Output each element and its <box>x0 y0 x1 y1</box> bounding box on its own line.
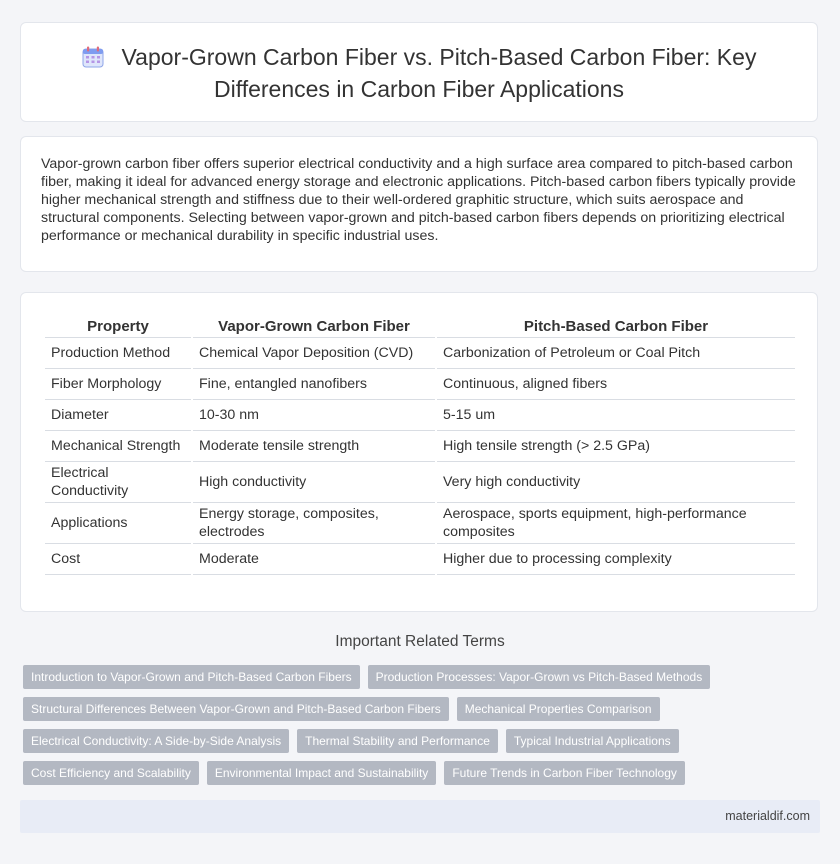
header-card <box>20 22 818 122</box>
related-term-tag[interactable]: Mechanical Properties Comparison <box>457 697 660 721</box>
page-title-wrap <box>21 43 817 104</box>
table-row <box>45 462 795 503</box>
table-cell: Carbonization of Petroleum or Coal Pitch <box>437 338 795 369</box>
tag-row <box>23 697 823 721</box>
table-cell: Energy storage, composites, electrodes <box>193 503 435 544</box>
related-term-tag[interactable]: Environmental Impact and Sustainability <box>207 761 436 785</box>
table-cell: Moderate tensile strength <box>193 431 435 462</box>
related-term-tag[interactable]: Electrical Conductivity: A Side-by-Side Analysis <box>23 729 289 753</box>
table-cell: Diameter <box>45 400 191 431</box>
table-row <box>45 544 795 575</box>
related-term-tag[interactable]: Introduction to Vapor-Grown and Pitch-Based Carbon Fibers <box>23 665 360 689</box>
footer-site-link[interactable]: materialdif.com <box>725 809 810 823</box>
related-terms-title: Important Related Terms <box>335 633 505 650</box>
table-header-row <box>45 315 795 338</box>
tag-row <box>23 761 823 785</box>
table-cell: Mechanical Strength <box>45 431 191 462</box>
table-cell: Cost <box>45 544 191 575</box>
related-term-tag[interactable]: Future Trends in Carbon Fiber Technology <box>444 761 685 785</box>
table-cell: Electrical Conductivity <box>45 462 191 503</box>
table-cell: High conductivity <box>193 462 435 503</box>
table-header: Pitch-Based Carbon Fiber <box>437 315 795 338</box>
footer-bar <box>20 800 820 833</box>
table-header: Vapor-Grown Carbon Fiber <box>193 315 435 338</box>
table-row <box>45 431 795 462</box>
table-cell: Chemical Vapor Deposition (CVD) <box>193 338 435 369</box>
table-cell: Applications <box>45 503 191 544</box>
tag-row <box>23 729 823 753</box>
table-cell: Higher due to processing complexity <box>437 544 795 575</box>
table-row <box>45 400 795 431</box>
table-cell: Fiber Morphology <box>45 369 191 400</box>
table-header: Property <box>45 315 191 338</box>
table-row <box>45 503 795 544</box>
comparison-table <box>43 315 797 575</box>
related-term-tag[interactable]: Typical Industrial Applications <box>506 729 679 753</box>
table-cell: Moderate <box>193 544 435 575</box>
table-cell: High tensile strength (> 2.5 GPa) <box>437 431 795 462</box>
comparison-table-card <box>20 292 818 612</box>
related-terms-tags <box>23 665 823 793</box>
table-cell: Production Method <box>45 338 191 369</box>
page-title: Vapor-Grown Carbon Fiber vs. Pitch-Based Carbon Fiber: Key Differences in Carbon Fiber Applications <box>121 44 757 102</box>
table-row <box>45 338 795 369</box>
calendar-icon <box>82 46 104 75</box>
table-cell: Continuous, aligned fibers <box>437 369 795 400</box>
related-term-tag[interactable]: Structural Differences Between Vapor-Grown and Pitch-Based Carbon Fibers <box>23 697 449 721</box>
table-cell: 10-30 nm <box>193 400 435 431</box>
table-cell: Aerospace, sports equipment, high-performance composites <box>437 503 795 544</box>
intro-card <box>20 136 818 272</box>
related-term-tag[interactable]: Thermal Stability and Performance <box>297 729 498 753</box>
tag-row <box>23 665 823 689</box>
related-term-tag[interactable]: Production Processes: Vapor-Grown vs Pitch-Based Methods <box>368 665 711 689</box>
table-row <box>45 369 795 400</box>
related-term-tag[interactable]: Cost Efficiency and Scalability <box>23 761 199 785</box>
table-cell: Fine, entangled nanofibers <box>193 369 435 400</box>
table-cell: Very high conductivity <box>437 462 795 503</box>
intro-text: Vapor-grown carbon fiber offers superior electrical conductivity and a high surface area compared to pitch-based carbon fiber, making it ideal for advanced energy storage and electronic applications. Pitch-based carbon fibers typically provide higher mechanical strength and stiffness due to their well-ordered graphitic structure, which suits aerospace and structural components. Selecting between vapor-grown and pitch-based carbon fibers depends on prioritizing electrical performance or mechanical durability in specific industrial uses. <box>41 156 796 244</box>
table-cell: 5-15 um <box>437 400 795 431</box>
